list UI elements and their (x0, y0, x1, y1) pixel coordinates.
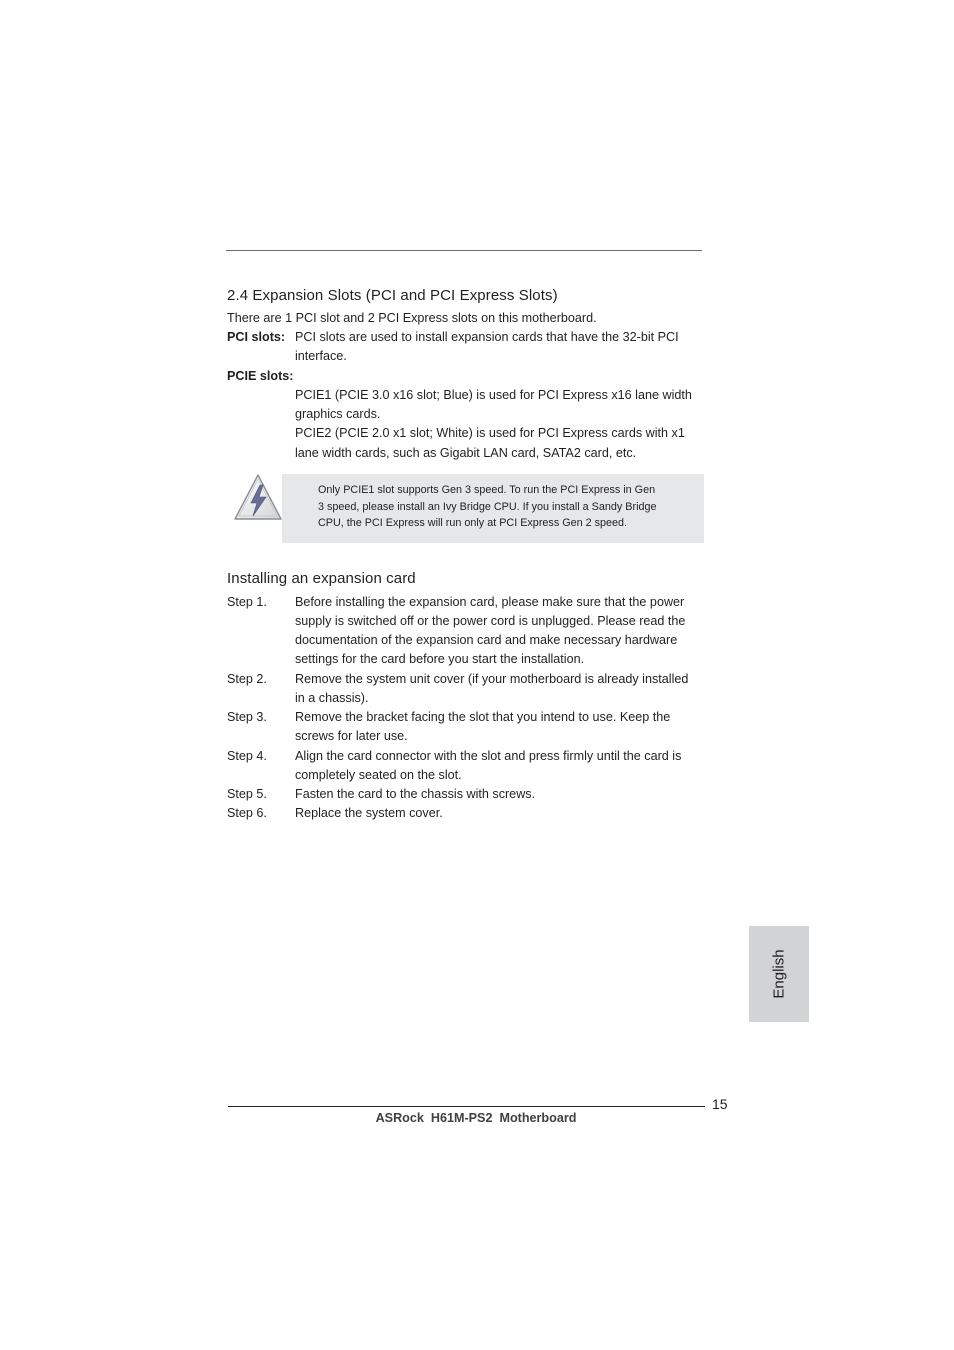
note-line-3: CPU, the PCI Express will run only at PCI Express Gen 2 speed. (318, 517, 628, 529)
step-5-label: Step 5. (227, 787, 267, 801)
pci-line-2: interface. (295, 349, 347, 363)
note-line-2: 3 speed, please install an Ivy Bridge CPU. If you install a Sandy Bridge (318, 500, 657, 513)
pcie-label: PCIE slots: (227, 369, 294, 383)
pcie-line-4: lane width cards, such as Gigabit LAN card, SATA2 card, etc. (295, 446, 637, 460)
section-title: 2.4 Expansion Slots (PCI and PCI Express Slots) (227, 287, 558, 304)
pci-label: PCI slots: (227, 330, 286, 344)
footer-text (226, 1111, 726, 1125)
header-rule (226, 250, 702, 251)
step-6-line: Replace the system cover. (295, 806, 443, 820)
step-1-line: supply is switched off or the power cord is unplugged. Please read the (295, 614, 686, 628)
warning-triangle-icon (232, 472, 284, 522)
step-1-line: settings for the card before you start the installation. (295, 652, 585, 666)
pcie-line-3: PCIE2 (PCIE 2.0 x1 slot; White) is used for PCI Express cards with x1 (295, 426, 685, 440)
step-5-text (295, 785, 704, 804)
step-2-line: in a chassis). (295, 691, 369, 705)
step-4-line: Align the card connector with the slot and press firmly until the card is (295, 749, 682, 763)
step-3-line: screws for later use. (295, 729, 408, 743)
pci-line-1: PCI slots are used to install expansion cards that have the 32-bit PCI (295, 330, 679, 344)
note-line-1: Only PCIE1 slot supports Gen 3 speed. To run the PCI Express in Gen (318, 484, 656, 496)
step-2-line: Remove the system unit cover (if your motherboard is already installed (295, 672, 689, 686)
step-2-text (295, 670, 704, 708)
footer-label: ASRock H61M-PS2 Motherboard (375, 1111, 577, 1125)
step-3-label: Step 3. (227, 710, 267, 724)
step-6-label: Step 6. (227, 806, 267, 820)
step-4-label: Step 4. (227, 749, 267, 763)
footer-rule (228, 1106, 705, 1107)
step-1-text (295, 593, 704, 669)
step-1-line: documentation of the expansion card and make necessary hardware (295, 633, 678, 647)
step-6-text (295, 804, 704, 823)
language-tab-label: English (770, 949, 788, 999)
note-text (318, 482, 688, 532)
language-tab (749, 926, 809, 1022)
install-title: Installing an expansion card (227, 570, 416, 587)
step-3-line: Remove the bracket facing the slot that you intend to use. Keep the (295, 710, 671, 724)
pcie-line-1: PCIE1 (PCIE 3.0 x16 slot; Blue) is used for PCI Express x16 lane width (295, 388, 692, 402)
page-number: 15 (712, 1096, 728, 1112)
step-5-line: Fasten the card to the chassis with screws. (295, 787, 536, 801)
step-1-label: Step 1. (227, 595, 267, 609)
step-4-line: completely seated on the slot. (295, 768, 462, 782)
step-3-text (295, 708, 704, 746)
step-2-label: Step 2. (227, 672, 267, 686)
step-1-line: Before installing the expansion card, please make sure that the power (295, 595, 685, 609)
step-4-text (295, 747, 704, 785)
pcie-line-2: graphics cards. (295, 407, 381, 421)
section-intro: There are 1 PCI slot and 2 PCI Express slots on this motherboard. (227, 311, 597, 325)
